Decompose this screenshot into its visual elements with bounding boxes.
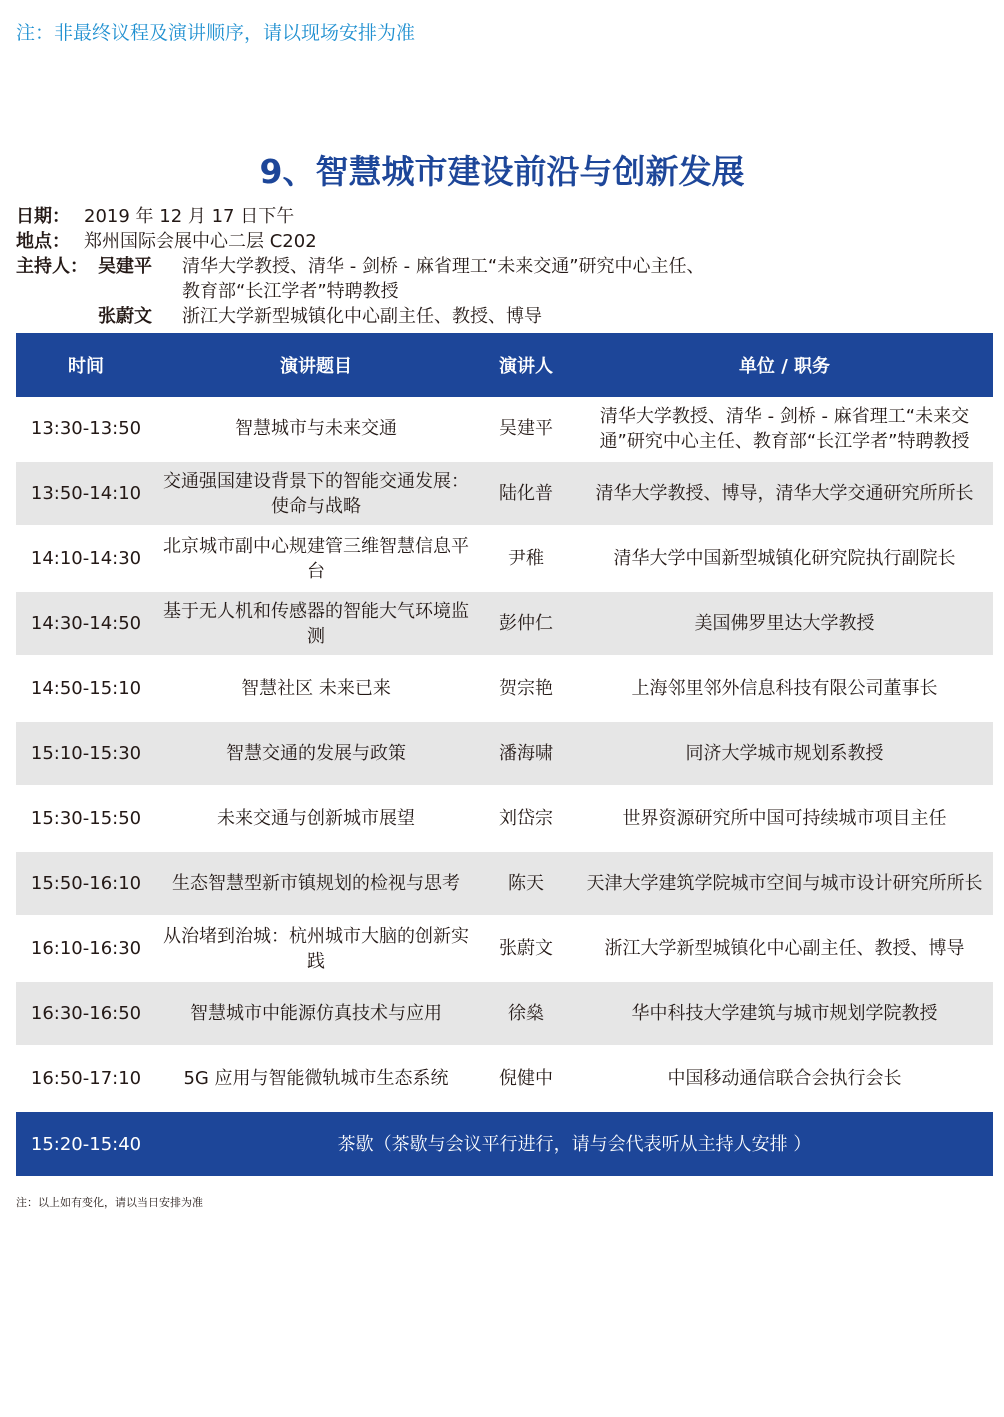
org-cell: 清华大学教授、博导，清华大学交通研究所所长 xyxy=(576,461,993,526)
schedule-table xyxy=(16,333,993,1178)
table-row xyxy=(16,526,993,591)
host-desc: 教育部“长江学者”特聘教授 xyxy=(182,281,399,302)
speaker-cell: 贺宗艳 xyxy=(476,656,576,721)
time-cell: 13:30-13:50 xyxy=(16,397,156,461)
header-speaker: 演讲人 xyxy=(476,333,576,397)
host-label: 主持人： xyxy=(16,256,88,277)
topic-cell: 交通强国建设背景下的智能交通发展：使命与战略 xyxy=(156,461,476,526)
table-row xyxy=(16,461,993,526)
topic-cell: 北京城市副中心规建管三维智慧信息平台 xyxy=(156,526,476,591)
date-label: 日期： xyxy=(16,206,70,227)
topic-cell: 智慧社区 未来已来 xyxy=(156,656,476,721)
host-name: 张蔚文 xyxy=(98,306,152,327)
table-row xyxy=(16,656,993,721)
time-cell: 14:30-14:50 xyxy=(16,591,156,656)
speaker-cell: 尹稚 xyxy=(476,526,576,591)
time-cell: 15:30-15:50 xyxy=(16,786,156,851)
table-row xyxy=(16,851,993,916)
topic-cell: 智慧城市与未来交通 xyxy=(156,397,476,461)
host-desc: 清华大学教授、清华 - 剑桥 - 麻省理工“未来交通”研究中心主任、 xyxy=(182,256,705,277)
venue-label: 地点： xyxy=(16,231,70,252)
table-row xyxy=(16,981,993,1046)
speaker-cell: 倪健中 xyxy=(476,1046,576,1111)
table-row xyxy=(16,916,993,981)
host-name: 吴建平 xyxy=(98,256,152,277)
table-row xyxy=(16,591,993,656)
tea-break-row xyxy=(16,1111,993,1177)
date-value: 2019 年 12 月 17 日下午 xyxy=(84,206,295,227)
time-cell: 16:10-16:30 xyxy=(16,916,156,981)
time-cell: 16:30-16:50 xyxy=(16,981,156,1046)
time-cell: 13:50-14:10 xyxy=(16,461,156,526)
venue-value: 郑州国际会展中心二层 C202 xyxy=(84,231,317,252)
org-cell: 天津大学建筑学院城市空间与城市设计研究所所长 xyxy=(576,851,993,916)
org-cell: 清华大学中国新型城镇化研究院执行副院长 xyxy=(576,526,993,591)
speaker-cell: 陈天 xyxy=(476,851,576,916)
table-header-row xyxy=(16,333,993,397)
speaker-cell: 徐燊 xyxy=(476,981,576,1046)
top-note: 注：非最终议程及演讲顺序，请以现场安排为准 xyxy=(16,22,416,44)
table-row xyxy=(16,1046,993,1111)
host-desc: 浙江大学新型城镇化中心副主任、教授、博导 xyxy=(182,306,542,327)
speaker-cell: 张蔚文 xyxy=(476,916,576,981)
table-row xyxy=(16,721,993,786)
org-cell: 清华大学教授、清华 - 剑桥 - 麻省理工“未来交通”研究中心主任、教育部“长江学者”特聘教授 xyxy=(576,397,993,461)
topic-cell: 智慧城市中能源仿真技术与应用 xyxy=(156,981,476,1046)
table-row xyxy=(16,397,993,461)
time-cell: 16:50-17:10 xyxy=(16,1046,156,1111)
time-cell: 15:50-16:10 xyxy=(16,851,156,916)
foot-note: 注：以上如有变化，请以当日安排为准 xyxy=(16,1196,203,1209)
org-cell: 中国移动通信联合会执行会长 xyxy=(576,1046,993,1111)
header-topic: 演讲题目 xyxy=(156,333,476,397)
org-cell: 美国佛罗里达大学教授 xyxy=(576,591,993,656)
topic-cell: 智慧交通的发展与政策 xyxy=(156,721,476,786)
header-org: 单位 / 职务 xyxy=(576,333,993,397)
break-text-cell: 茶歇（茶歇与会议平行进行，请与会代表听从主持人安排 ） xyxy=(156,1111,993,1177)
schedule-body xyxy=(16,397,993,1177)
topic-cell: 从治堵到治城：杭州城市大脑的创新实践 xyxy=(156,916,476,981)
time-cell: 14:10-14:30 xyxy=(16,526,156,591)
topic-cell: 生态智慧型新市镇规划的检视与思考 xyxy=(156,851,476,916)
org-cell: 华中科技大学建筑与城市规划学院教授 xyxy=(576,981,993,1046)
speaker-cell: 刘岱宗 xyxy=(476,786,576,851)
table-row xyxy=(16,786,993,851)
time-cell: 14:50-15:10 xyxy=(16,656,156,721)
time-cell: 15:10-15:30 xyxy=(16,721,156,786)
header-time: 时间 xyxy=(16,333,156,397)
speaker-cell: 陆化普 xyxy=(476,461,576,526)
org-cell: 上海邻里邻外信息科技有限公司董事长 xyxy=(576,656,993,721)
topic-cell: 未来交通与创新城市展望 xyxy=(156,786,476,851)
org-cell: 同济大学城市规划系教授 xyxy=(576,721,993,786)
speaker-cell: 潘海啸 xyxy=(476,721,576,786)
break-time-cell: 15:20-15:40 xyxy=(16,1111,156,1177)
org-cell: 世界资源研究所中国可持续城市项目主任 xyxy=(576,786,993,851)
speaker-cell: 彭仲仁 xyxy=(476,591,576,656)
topic-cell: 5G 应用与智能微轨城市生态系统 xyxy=(156,1046,476,1111)
topic-cell: 基于无人机和传感器的智能大气环境监测 xyxy=(156,591,476,656)
org-cell: 浙江大学新型城镇化中心副主任、教授、博导 xyxy=(576,916,993,981)
speaker-cell: 吴建平 xyxy=(476,397,576,461)
page-title: 9、智慧城市建设前沿与创新发展 xyxy=(259,152,745,191)
